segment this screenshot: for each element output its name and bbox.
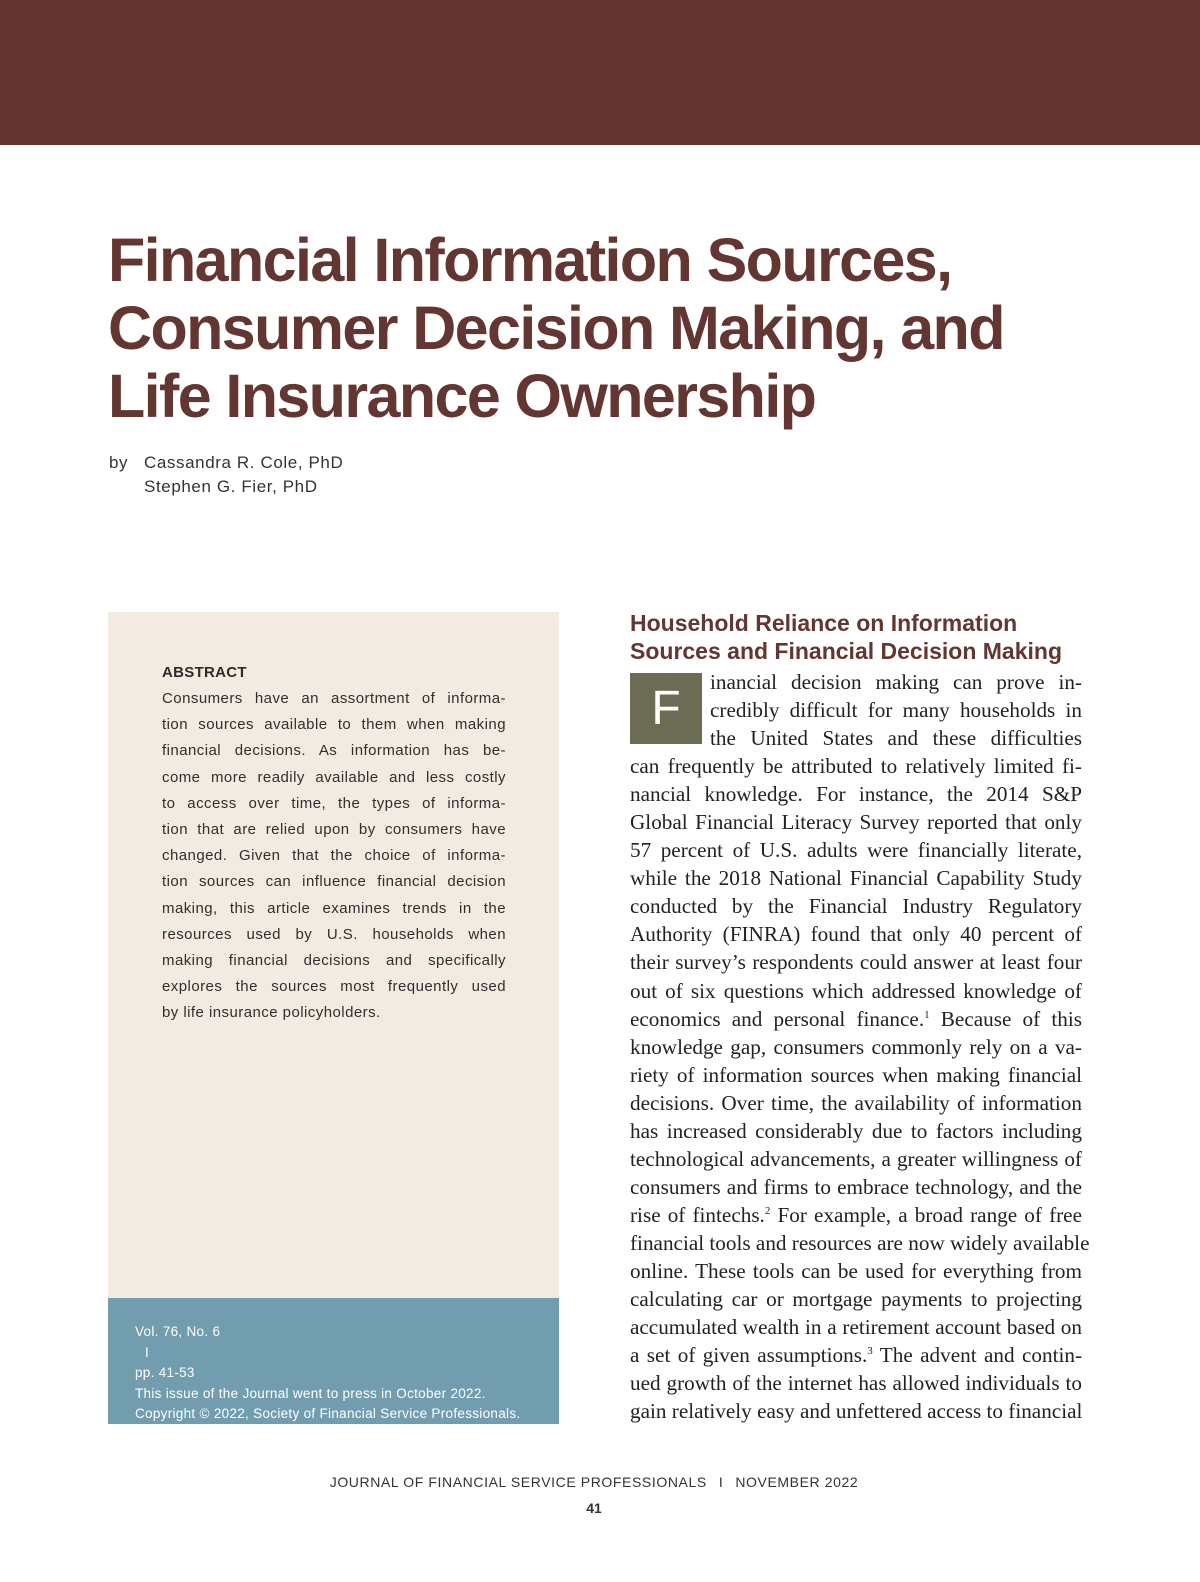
body-line-text: For example, a broad range of free [770, 1202, 1082, 1227]
abstract-line: tion sources available to them when making [162, 716, 506, 734]
body-line-text: ued growth of the internet has allowed individuals to [630, 1371, 1082, 1396]
body-line-text: online. These tools can be used for everything from [630, 1258, 1082, 1283]
body-line-text: Global Financial Literacy Survey reported that only [630, 810, 1082, 835]
footnote-marker: 1 [924, 1008, 930, 1021]
body-line [630, 1397, 1082, 1425]
page-number: 41 [586, 1500, 602, 1516]
article-title-line: Financial Information Sources, [108, 226, 952, 294]
author-list [144, 451, 343, 499]
abstract-line: resources used by U.S. households when [162, 925, 506, 943]
article-title [108, 226, 1108, 430]
body-line [710, 724, 1082, 752]
body-line-text: economics and personal finance. [630, 1006, 925, 1031]
byline-label: by [109, 453, 129, 472]
body-line-text: the United States and these difficulties [710, 726, 1082, 751]
abstract-panel [108, 612, 559, 1298]
body-line [630, 752, 1082, 780]
author-name: Cassandra R. Cole, PhD [144, 453, 344, 472]
journal-name: JOURNAL OF FINANCIAL SERVICE PROFESSIONALS [329, 1474, 707, 1490]
body-line [630, 864, 1082, 892]
body-line [630, 920, 1082, 948]
body-line [630, 1173, 1082, 1201]
body-line [630, 808, 1082, 836]
issue-date: NOVEMBER 2022 [735, 1474, 859, 1490]
abstract-line: come more readily available and less costly [162, 768, 506, 786]
body-line-text: riety of information sources when making financial [630, 1062, 1082, 1087]
body-line [630, 1117, 1082, 1145]
abstract-line: tion sources can influence financial decision [162, 873, 506, 891]
body-line [630, 1201, 1082, 1229]
body-line [630, 1089, 1082, 1117]
abstract-line: financial decisions. As information has be- [162, 742, 506, 760]
press-note: This issue of the Journal went to press in October 2022. [135, 1385, 486, 1401]
body-line [630, 1061, 1082, 1089]
body-line-text: financial tools and resources are now widely available [630, 1230, 1090, 1255]
body-line-text: calculating car or mortgage payments to projecting [630, 1287, 1082, 1312]
abstract-line: by life insurance policyholders. [162, 1004, 381, 1022]
body-line [630, 892, 1082, 920]
body-line-text: inancial decision making can prove in- [710, 670, 1082, 694]
body-line [630, 1005, 1082, 1033]
body-line-text: their survey’s respondents could answer at least four [630, 950, 1082, 975]
drop-cap: F [630, 673, 702, 744]
body-line [630, 1285, 1082, 1313]
abstract-line: making, this article examines trends in the [162, 899, 506, 917]
volume-line [135, 1322, 520, 1384]
body-line-text: can frequently be attributed to relatively limited fi- [630, 754, 1082, 779]
abstract-line: Consumers have an assortment of informa- [162, 690, 506, 707]
body-line-text: has increased considerably due to factors including [630, 1118, 1082, 1143]
abstract-line: changed. Given that the choice of informa- [162, 847, 506, 865]
abstract-line: making financial decisions and specifically [162, 952, 506, 970]
body-line [630, 1369, 1082, 1397]
body-line-text: conducted by the Financial Industry Regulatory [630, 894, 1082, 919]
body-line-text: consumers and firms to embrace technology, and the [630, 1174, 1082, 1199]
info-separator: I [145, 1344, 150, 1360]
article-title-line: Consumer Decision Making, and [108, 294, 1004, 362]
body-line-text: while the 2018 National Financial Capability Study [630, 866, 1082, 891]
section-heading-line: Sources and Financial Decision Making [630, 638, 1063, 664]
abstract-line: to access over time, the types of informa- [162, 794, 506, 812]
section-heading-line: Household Reliance on Information [630, 610, 1018, 636]
body-text [630, 668, 1090, 1425]
abstract-text [162, 686, 506, 1027]
body-line-text: a set of given assumptions. [630, 1343, 868, 1368]
body-line-text: accumulated wealth in a retirement account based on [630, 1315, 1082, 1340]
publication-info [135, 1322, 520, 1445]
body-line [630, 1313, 1082, 1341]
body-line-text: out of six questions which addressed knowledge of [630, 978, 1082, 1003]
body-line [630, 1341, 1082, 1369]
body-line-text: nancial knowledge. For instance, the 2014 S&P [630, 782, 1082, 807]
body-line-text: gain relatively easy and unfettered access to financial [630, 1399, 1083, 1424]
body-line-text: The advent and contin- [872, 1343, 1082, 1368]
volume: Vol. 76, No. 6 [135, 1324, 221, 1339]
body-line-text: credibly difficult for many households in [710, 698, 1082, 723]
body-line [630, 780, 1082, 808]
body-line [630, 1145, 1082, 1173]
body-line [630, 977, 1082, 1005]
body-line-text: 57 percent of U.S. adults were financially literate, [630, 838, 1082, 863]
body-line-text: decisions. Over time, the availability of information [630, 1090, 1082, 1115]
pages: pp. 41-53 [135, 1365, 195, 1380]
body-line [710, 696, 1082, 724]
abstract-line: tion that are relied upon by consumers have [162, 821, 506, 839]
section-heading [630, 609, 1090, 665]
abstract-heading: ABSTRACT [162, 664, 247, 681]
body-line-text: Authority (FINRA) found that only 40 percent of [630, 922, 1082, 947]
body-line [630, 1229, 1090, 1257]
footnote-marker: 3 [867, 1345, 873, 1358]
body-line [630, 948, 1082, 976]
body-line [630, 1257, 1082, 1285]
article-title-line: Life Insurance Ownership [108, 362, 816, 430]
body-line [630, 1033, 1082, 1061]
body-line [630, 836, 1082, 864]
footer [0, 1474, 1188, 1490]
body-line-text: Because of this [929, 1006, 1082, 1031]
abstract-line: explores the sources most frequently used [162, 978, 506, 996]
publication-info-panel [108, 1298, 559, 1442]
body-line-text: knowledge gap, consumers commonly rely on a va- [630, 1034, 1082, 1059]
body-line-text: rise of fintechs. [630, 1202, 765, 1227]
rights: All rights reserved. [135, 1426, 253, 1442]
copyright: Copyright © 2022, Society of Financial Service Professionals. [135, 1406, 521, 1421]
footnote-marker: 2 [764, 1204, 771, 1217]
header-band [0, 0, 1200, 145]
body-line-text: technological advancements, a greater willingness of [630, 1146, 1082, 1171]
author-name: Stephen G. Fier, PhD [144, 477, 318, 496]
body-line [710, 668, 1082, 696]
footer-separator: I [718, 1474, 724, 1490]
